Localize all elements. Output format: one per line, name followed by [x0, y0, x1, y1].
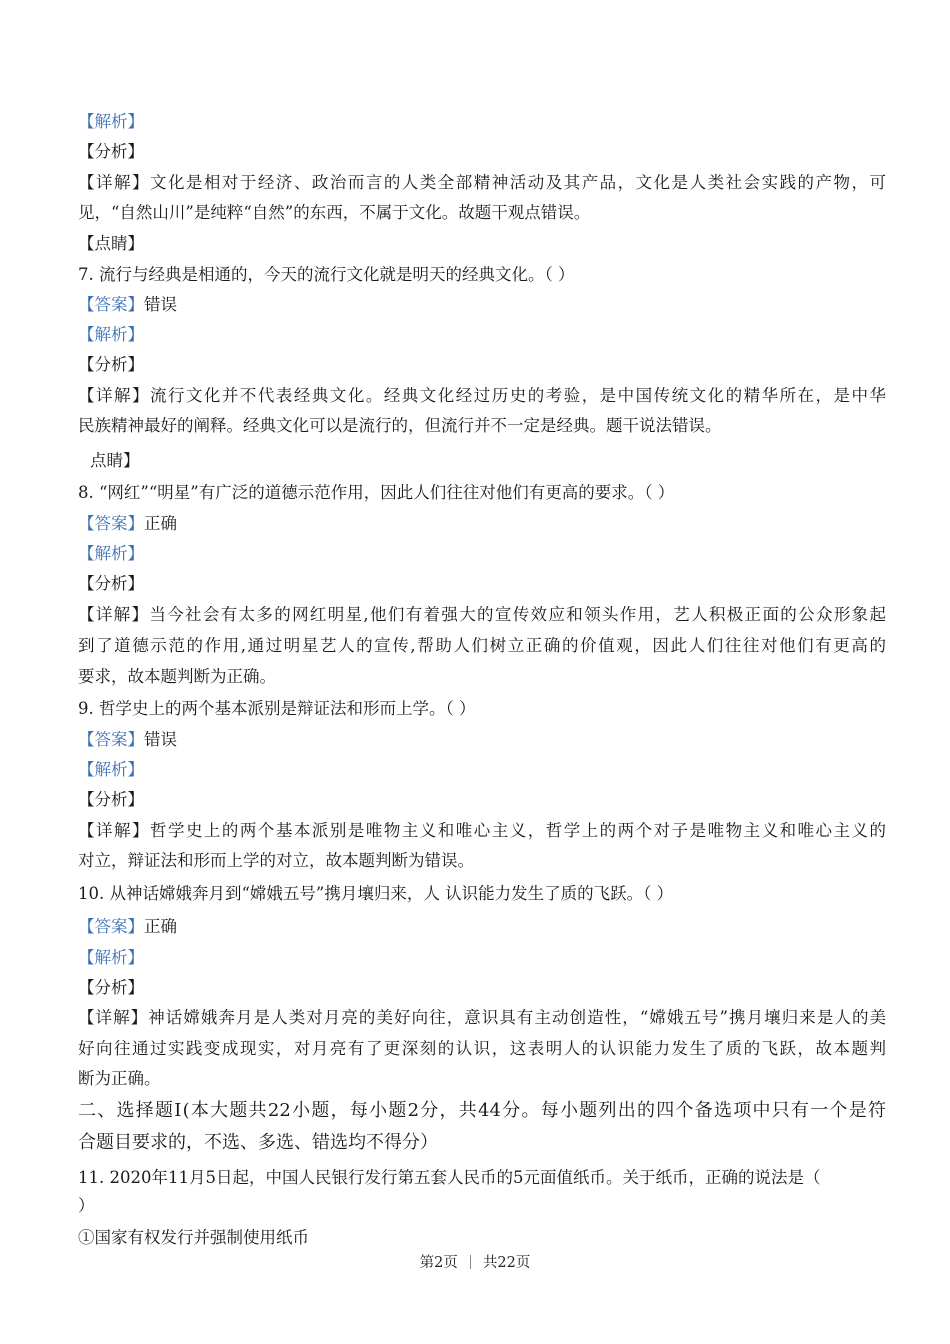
- xiangjie-text: [78, 1007, 886, 1029]
- answer-label: 【答案】: [78, 917, 144, 936]
- fenxi-label: 【分析】: [78, 142, 144, 161]
- answer-label: 【答案】: [78, 730, 144, 749]
- answer-line: [78, 729, 177, 751]
- question-11: 11. 2020年11月5日起，中国人民银行发行第五套人民币的5元面值纸币。关于纸币，正确的说法是（: [78, 1168, 821, 1187]
- dianjing-label: 【点睛】: [78, 234, 144, 253]
- xiangjie-text: [78, 385, 886, 407]
- jiexi-label: 【解析】: [78, 760, 144, 779]
- answer-value: 正确: [144, 514, 177, 533]
- xiangjie-line: 对立，辩证法和形而上学的对立，故本题判断为错误。: [78, 851, 474, 870]
- xiangjie-line: 当今社会有太多的网红明星,他们有着强大的宣传效应和领头作用，艺人积极正面的公众形象起: [149, 605, 886, 624]
- question-11-line2: ）: [78, 1196, 95, 1215]
- page-footer: [0, 1251, 950, 1272]
- xiangjie-label: 【详解】: [78, 821, 150, 840]
- fenxi-label: 【分析】: [78, 574, 144, 593]
- fenxi-label: 【分析】: [78, 790, 144, 809]
- xiangjie-line: 民族精神最好的阐释。经典文化可以是流行的，但流行并不一定是经典。题干说法错误。: [78, 416, 722, 435]
- xiangjie-text: [78, 604, 886, 626]
- xiangjie-label: 【详解】: [78, 605, 150, 624]
- jiexi-label: 【解析】: [78, 112, 144, 131]
- page-number: 第2页: [419, 1255, 458, 1271]
- answer-line: [78, 513, 177, 535]
- xiangjie-label: 【详解】: [78, 173, 150, 192]
- question-7: 7. 流行与经典是相通的，今天的流行文化就是明天的经典文化。（ ）: [78, 265, 575, 284]
- answer-value: 错误: [144, 730, 177, 749]
- footer-divider: [470, 1255, 471, 1269]
- xiangjie-line: 流行文化并不代表经典文化。经典文化经过历史的考验，是中国传统文化的精华所在，是中华: [149, 386, 887, 405]
- answer-label: 【答案】: [78, 514, 144, 533]
- xiangjie-line: 到了道德示范的作用,通过明星艺人的宣传,帮助人们树立正确的价值观，因此人们往往对他们有更高的: [78, 636, 886, 655]
- xiangjie-line: 见，“自然山川”是纯粹“自然”的东西，不属于文化。故题干观点错误。: [78, 203, 591, 222]
- xiangjie-line: 哲学史上的两个基本派别是唯物主义和唯心主义，哲学上的两个对子是唯物主义和唯心主义的: [149, 821, 887, 840]
- jiexi-label: 【解析】: [78, 325, 144, 344]
- question-10: 10. 从神话嫦娥奔月到“嫦娥五号”携月壤归来，人 认识能力发生了质的飞跃。（ ）: [78, 884, 674, 903]
- xiangjie-label: 【详解】: [78, 386, 150, 405]
- question-8: 8. “网红”“明星”有广泛的道德示范作用，因此人们往往对他们有更高的要求。（ ）: [78, 483, 675, 502]
- option-1: ①国家有权发行并强制使用纸币: [78, 1228, 309, 1247]
- xiangjie-label: 【详解】: [78, 1008, 149, 1027]
- xiangjie-text: [78, 172, 886, 194]
- xiangjie-line: 断为正确。: [78, 1069, 161, 1088]
- xiangjie-line: 要求，故本题判断为正确。: [78, 667, 276, 686]
- xiangjie-line: 神话嫦娥奔月是人类对月亮的美好向往，意识具有主动创造性，“嫦娥五号”携月壤归来是人的美: [148, 1008, 887, 1027]
- xiangjie-line: 文化是相对于经济、政治而言的人类全部精神活动及其产品，文化是人类社会实践的产物，可: [149, 173, 887, 192]
- fenxi-label: 【分析】: [78, 978, 144, 997]
- xiangjie-text: [78, 820, 886, 842]
- page-total: 共22页: [482, 1255, 531, 1271]
- fenxi-label: 【分析】: [78, 355, 144, 374]
- xiangjie-line: 好向往通过实践变成现实，对月亮有了更深刻的认识，这表明人的认识能力发生了质的飞跃，故本题判: [78, 1039, 886, 1058]
- dianjing-label: 点睛】: [90, 451, 140, 470]
- answer-line: [78, 294, 177, 316]
- section-heading: 二、选择题Ⅰ(本大题共22小题，每小题2分，共44分。每小题列出的四个备选项中只有一个是符: [78, 1100, 886, 1121]
- answer-value: 错误: [144, 295, 177, 314]
- section-heading-line2: 合题目要求的，不选、多选、错选均不得分）: [78, 1132, 438, 1153]
- question-9: 9. 哲学史上的两个基本派别是辩证法和形而上学。（ ）: [78, 699, 476, 718]
- answer-label: 【答案】: [78, 295, 144, 314]
- jiexi-label: 【解析】: [78, 948, 144, 967]
- answer-line: [78, 916, 177, 938]
- jiexi-label: 【解析】: [78, 544, 144, 563]
- answer-value: 正确: [144, 917, 177, 936]
